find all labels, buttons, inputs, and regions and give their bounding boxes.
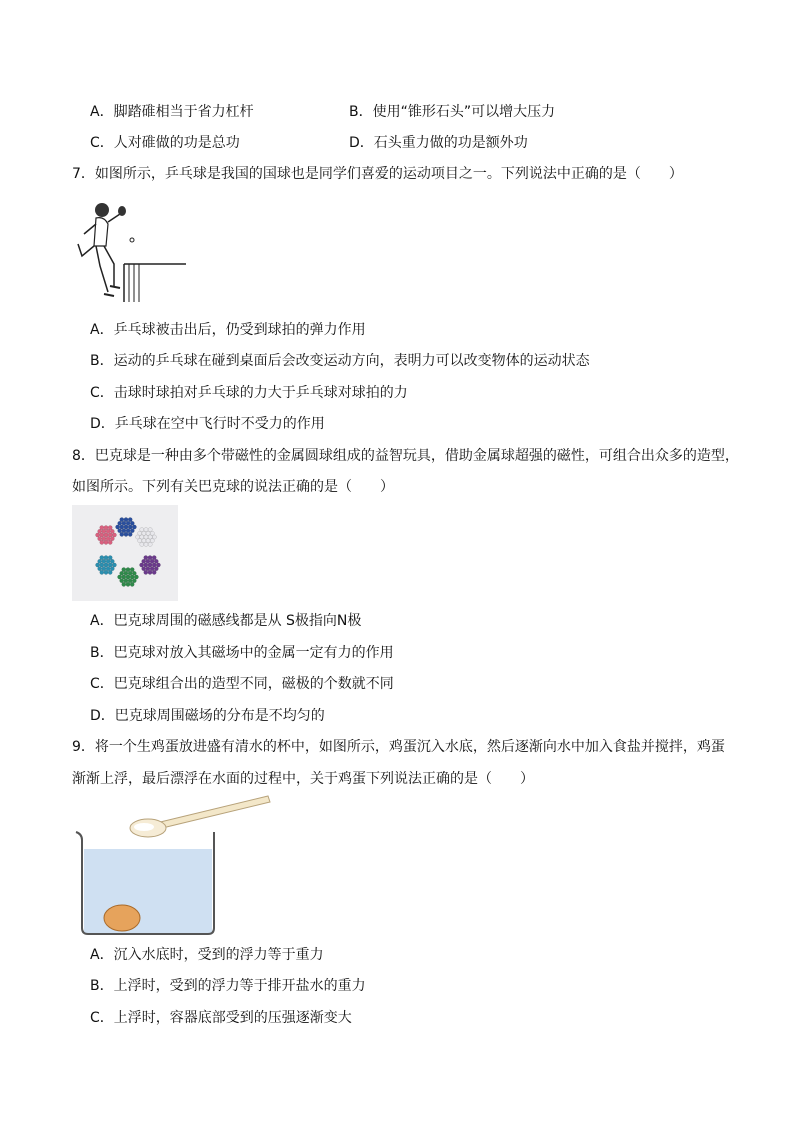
magnetic-ball — [124, 518, 128, 522]
magnetic-ball — [136, 535, 140, 539]
magnetic-ball — [106, 567, 110, 571]
magnetic-ball — [128, 525, 132, 529]
magnetic-ball — [150, 539, 154, 543]
magnetic-ball — [98, 567, 102, 571]
magnetic-ball — [108, 526, 112, 530]
bucky-balls-figure — [72, 505, 178, 601]
magnetic-ball — [138, 539, 142, 543]
magnetic-ball — [152, 563, 156, 567]
magnetic-ball — [110, 537, 114, 541]
magnetic-ball — [122, 575, 126, 579]
magnetic-ball — [108, 556, 112, 560]
q9-option-a: A．沉入水底时，受到的浮力等于重力 — [90, 947, 324, 963]
magnetic-ball — [140, 535, 144, 539]
magnetic-ball — [128, 518, 132, 522]
magnetic-ball — [146, 539, 150, 543]
q9-option-c: C．上浮时，容器底部受到的压强逐渐变大 — [90, 1010, 352, 1026]
magnetic-ball — [100, 570, 104, 574]
magnetic-ball — [144, 570, 148, 574]
magnetic-ball — [138, 531, 142, 535]
magnetic-ball — [100, 556, 104, 560]
magnetic-ball — [106, 529, 110, 533]
magnetic-ball — [96, 533, 100, 537]
magnetic-ball — [126, 529, 130, 533]
magnetic-ball — [148, 563, 152, 567]
magnetic-ball — [130, 529, 134, 533]
magnetic-ball — [110, 567, 114, 571]
magnetic-ball — [144, 563, 148, 567]
magnetic-ball — [104, 556, 108, 560]
magnetic-ball — [104, 563, 108, 567]
magnetic-ball — [100, 540, 104, 544]
q6-option-d: D．石头重力做的功是额外功 — [349, 135, 528, 151]
q9-stem-line1: 9．将一个生鸡蛋放进盛有清水的杯中，如图所示，鸡蛋沉入水底，然后逐渐向水中加入食盐并搅拌，鸡蛋 — [72, 739, 725, 755]
magnetic-ball — [148, 535, 152, 539]
magnetic-ball — [110, 529, 114, 533]
magnetic-ball — [146, 531, 150, 535]
q9-stem-line2: 渐渐上浮，最后漂浮在水面的过程中，关于鸡蛋下列说法正确的是（ ） — [72, 771, 534, 787]
magnetic-ball — [126, 582, 130, 586]
magnetic-ball — [98, 537, 102, 541]
magnetic-ball — [106, 537, 110, 541]
magnetic-ball — [154, 567, 158, 571]
magnetic-ball — [100, 526, 104, 530]
magnetic-ball — [140, 542, 144, 546]
q7-stem: 7．如图所示，乒乓球是我国的国球也是同学们喜爱的运动项目之一。下列说法中正确的是（ ） — [72, 166, 683, 182]
magnetic-ball — [142, 531, 146, 535]
magnetic-ball — [108, 540, 112, 544]
magnetic-ball — [120, 579, 124, 583]
q8-stem-line1: 8．巴克球是一种由多个带磁性的金属圆球组成的益智玩具，借助金属球超强的磁性，可组合出众多的造型， — [72, 448, 739, 464]
magnetic-ball — [148, 528, 152, 532]
magnetic-ball — [128, 579, 132, 583]
q8-stem-line2: 如图所示。下列有关巴克球的说法正确的是（ ） — [72, 479, 394, 495]
magnetic-ball — [108, 563, 112, 567]
magnetic-ball — [146, 567, 150, 571]
magnetic-ball — [98, 529, 102, 533]
magnetic-ball — [150, 559, 154, 563]
magnetic-ball — [130, 521, 134, 525]
magnetic-ball — [118, 575, 122, 579]
magnetic-ball — [142, 559, 146, 563]
q9-option-b: B．上浮时，受到的浮力等于排开盐水的重力 — [90, 978, 366, 994]
magnetic-ball — [148, 570, 152, 574]
magnetic-ball — [122, 568, 126, 572]
magnetic-ball — [96, 563, 100, 567]
q7-option-c: C．击球时球拍对乒乓球的力大于乒乓球对球拍的力 — [90, 385, 408, 401]
magnetic-ball — [120, 525, 124, 529]
q7-option-a: A．乒乓球被击出后，仍受到球拍的弹力作用 — [90, 322, 366, 338]
magnetic-ball — [130, 582, 134, 586]
magnetic-ball — [140, 563, 144, 567]
magnetic-ball — [128, 571, 132, 575]
magnetic-ball — [150, 531, 154, 535]
magnetic-ball — [152, 556, 156, 560]
magnetic-ball — [126, 575, 130, 579]
magnetic-ball — [144, 542, 148, 546]
q6-option-a: A．脚踏碓相当于省力杠杆 — [90, 104, 254, 120]
magnetic-ball — [100, 563, 104, 567]
magnetic-ball — [120, 571, 124, 575]
magnetic-ball — [124, 532, 128, 536]
magnetic-ball — [100, 533, 104, 537]
magnetic-ball — [132, 571, 136, 575]
q6-option-c: C．人对碓做的功是总功 — [90, 135, 240, 151]
magnetic-ball — [120, 532, 124, 536]
magnetic-ball — [116, 525, 120, 529]
q7-option-d: D．乒乓球在空中飞行时不受力的作用 — [90, 416, 325, 432]
magnetic-ball — [132, 525, 136, 529]
magnetic-ball — [102, 537, 106, 541]
magnetic-ball — [112, 563, 116, 567]
magnetic-ball — [104, 526, 108, 530]
magnetic-ball — [122, 582, 126, 586]
magnetic-ball — [122, 521, 126, 525]
magnetic-ball — [152, 570, 156, 574]
magnetic-ball — [124, 579, 128, 583]
q8-option-d: D．巴克球周围磁场的分布是不均匀的 — [90, 708, 325, 724]
magnetic-ball — [106, 559, 110, 563]
magnetic-ball — [148, 556, 152, 560]
magnetic-ball — [128, 532, 132, 536]
magnetic-ball — [124, 571, 128, 575]
q7-option-b: B．运动的乒乓球在碰到桌面后会改变运动方向，表明力可以改变物体的运动状态 — [90, 353, 590, 369]
magnetic-ball — [144, 528, 148, 532]
magnetic-ball — [144, 535, 148, 539]
magnetic-ball — [154, 559, 158, 563]
magnetic-ball — [102, 567, 106, 571]
magnetic-ball — [126, 521, 130, 525]
magnetic-ball — [124, 525, 128, 529]
magnetic-ball — [142, 567, 146, 571]
magnetic-ball — [118, 529, 122, 533]
magnetic-ball — [140, 528, 144, 532]
magnetic-ball — [146, 559, 150, 563]
magnetic-ball — [104, 540, 108, 544]
magnetic-ball — [150, 567, 154, 571]
magnetic-ball — [104, 533, 108, 537]
magnetic-ball — [98, 559, 102, 563]
ping-pong-player-figure — [74, 198, 190, 302]
magnetic-ball — [122, 529, 126, 533]
q8-option-c: C．巴克球组合出的造型不同，磁极的个数就不同 — [90, 676, 394, 692]
magnetic-ball — [126, 568, 130, 572]
magnetic-ball — [130, 575, 134, 579]
magnetic-ball — [104, 570, 108, 574]
q6-option-b: B．使用“锥形石头”可以增大压力 — [349, 104, 556, 120]
magnetic-ball — [148, 542, 152, 546]
magnetic-ball — [102, 529, 106, 533]
magnetic-ball — [144, 556, 148, 560]
q8-option-a: A．巴克球周围的磁感线都是从 S极指向N极 — [90, 613, 362, 629]
magnetic-ball — [156, 563, 160, 567]
beaker-egg-figure — [72, 794, 272, 938]
magnetic-ball — [118, 521, 122, 525]
q8-option-b: B．巴克球对放入其磁场中的金属一定有力的作用 — [90, 645, 394, 661]
magnetic-ball — [112, 533, 116, 537]
magnetic-ball — [102, 559, 106, 563]
magnetic-ball — [108, 533, 112, 537]
magnetic-ball — [142, 539, 146, 543]
magnetic-ball — [130, 568, 134, 572]
magnetic-ball — [134, 575, 138, 579]
magnetic-ball — [152, 535, 156, 539]
magnetic-ball — [120, 518, 124, 522]
magnetic-ball — [132, 579, 136, 583]
magnetic-ball — [110, 559, 114, 563]
magnetic-ball — [108, 570, 112, 574]
